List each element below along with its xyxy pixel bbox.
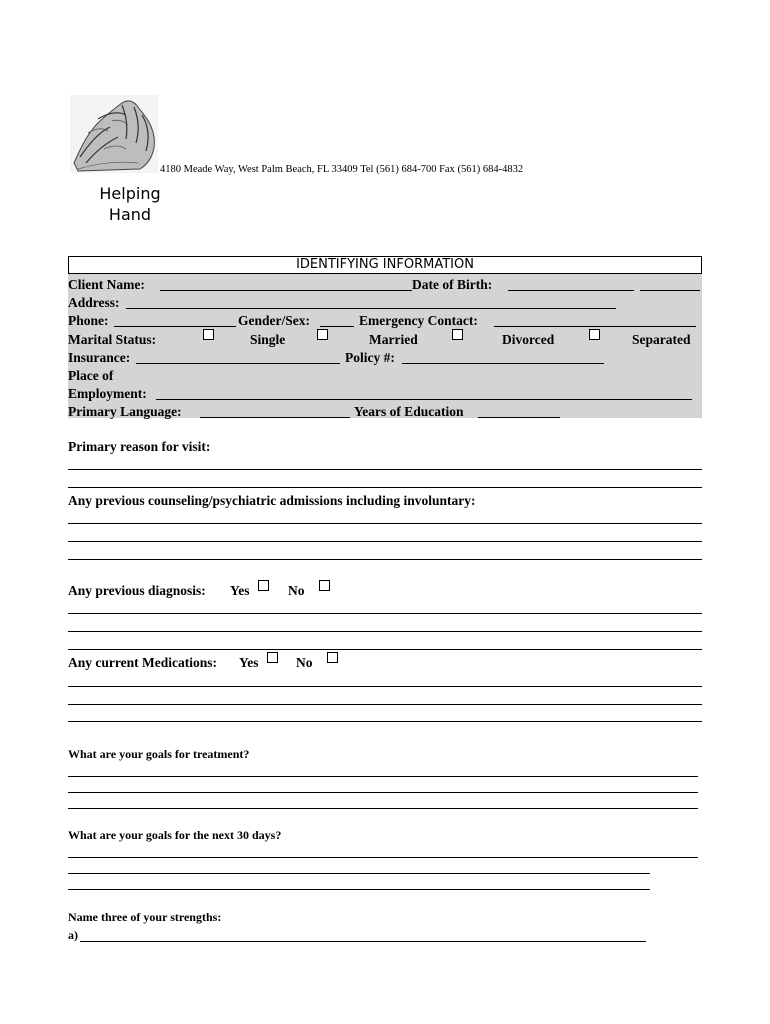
years-education-label: Years of Education — [354, 404, 464, 419]
married-checkbox[interactable] — [317, 329, 328, 340]
gender-field[interactable] — [320, 326, 354, 327]
answer-line[interactable] — [68, 857, 698, 858]
strength-a-label: a) — [68, 928, 78, 942]
address-label: Address: — [68, 295, 120, 310]
employment-label: Employment: — [68, 386, 147, 401]
goals-30-days-question: What are your goals for the next 30 days? — [68, 828, 282, 842]
current-medications-question: Any current Medications: — [68, 655, 217, 670]
separated-label: Separated — [632, 332, 691, 347]
diagnosis-yes-checkbox[interactable] — [258, 580, 269, 591]
brand-line-2: Hand — [108, 205, 152, 224]
diagnosis-no-label: No — [288, 583, 305, 598]
previous-diagnosis-question: Any previous diagnosis: — [68, 583, 206, 598]
client-name-field[interactable] — [160, 290, 412, 291]
answer-line[interactable] — [68, 792, 698, 793]
answer-line[interactable] — [68, 721, 702, 722]
previous-counseling-question: Any previous counseling/psychiatric admissions including involuntary: — [68, 493, 476, 508]
insurance-label: Insurance: — [68, 350, 131, 365]
primary-language-label: Primary Language: — [68, 404, 182, 419]
answer-line[interactable] — [68, 613, 702, 614]
hands-sketch-logo — [68, 93, 160, 175]
dob-label: Date of Birth: — [412, 277, 493, 292]
married-label: Married — [369, 332, 418, 347]
employment-field[interactable] — [156, 399, 692, 400]
answer-line[interactable] — [68, 873, 650, 874]
medications-no-label: No — [296, 655, 313, 670]
dob-field[interactable] — [508, 290, 634, 291]
medications-no-checkbox[interactable] — [327, 652, 338, 663]
divorced-label: Divorced — [502, 332, 555, 347]
medications-yes-checkbox[interactable] — [267, 652, 278, 663]
answer-line[interactable] — [68, 649, 702, 650]
answer-line[interactable] — [68, 889, 650, 890]
section-title: IDENTIFYING INFORMATION — [68, 256, 702, 274]
emergency-contact-field[interactable] — [494, 326, 696, 327]
answer-line[interactable] — [68, 469, 702, 470]
address-field[interactable] — [126, 308, 616, 309]
answer-line[interactable] — [68, 631, 702, 632]
primary-language-field[interactable] — [200, 417, 350, 418]
strength-a-field[interactable] — [80, 941, 646, 942]
policy-label: Policy #: — [345, 350, 395, 365]
phone-label: Phone: — [68, 313, 109, 328]
phone-field[interactable] — [114, 326, 236, 327]
divorced-checkbox[interactable] — [452, 329, 463, 340]
medications-yes-label: Yes — [239, 655, 259, 670]
answer-line[interactable] — [68, 808, 698, 809]
reason-question: Primary reason for visit: — [68, 439, 211, 454]
answer-line[interactable] — [68, 523, 702, 524]
diagnosis-no-checkbox[interactable] — [319, 580, 330, 591]
insurance-field[interactable] — [136, 363, 340, 364]
client-name-label: Client Name: — [68, 277, 145, 292]
emergency-contact-label: Emergency Contact: — [359, 313, 478, 328]
diagnosis-yes-label: Yes — [230, 583, 250, 598]
goals-treatment-question: What are your goals for treatment? — [68, 747, 250, 761]
brand-line-1: Helping — [99, 184, 161, 203]
answer-line[interactable] — [68, 776, 698, 777]
dob-field-extra[interactable] — [640, 290, 700, 291]
answer-line[interactable] — [68, 487, 702, 488]
answer-line[interactable] — [68, 559, 702, 560]
marital-status-label: Marital Status: — [68, 332, 157, 347]
gender-label: Gender/Sex: — [238, 313, 310, 328]
answer-line[interactable] — [68, 704, 702, 705]
address-line: 4180 Meade Way, West Palm Beach, FL 33409 Tel (561) 684-700 Fax (561) 684-4832 — [160, 164, 524, 175]
answer-line[interactable] — [68, 686, 702, 687]
years-education-field[interactable] — [478, 417, 560, 418]
policy-field[interactable] — [402, 363, 604, 364]
single-label: Single — [250, 332, 286, 347]
answer-line[interactable] — [68, 541, 702, 542]
strengths-question: Name three of your strengths: — [68, 910, 222, 924]
place-of-label: Place of — [68, 368, 114, 383]
single-checkbox[interactable] — [203, 329, 214, 340]
brand-name — [90, 183, 170, 225]
separated-checkbox[interactable] — [589, 329, 600, 340]
